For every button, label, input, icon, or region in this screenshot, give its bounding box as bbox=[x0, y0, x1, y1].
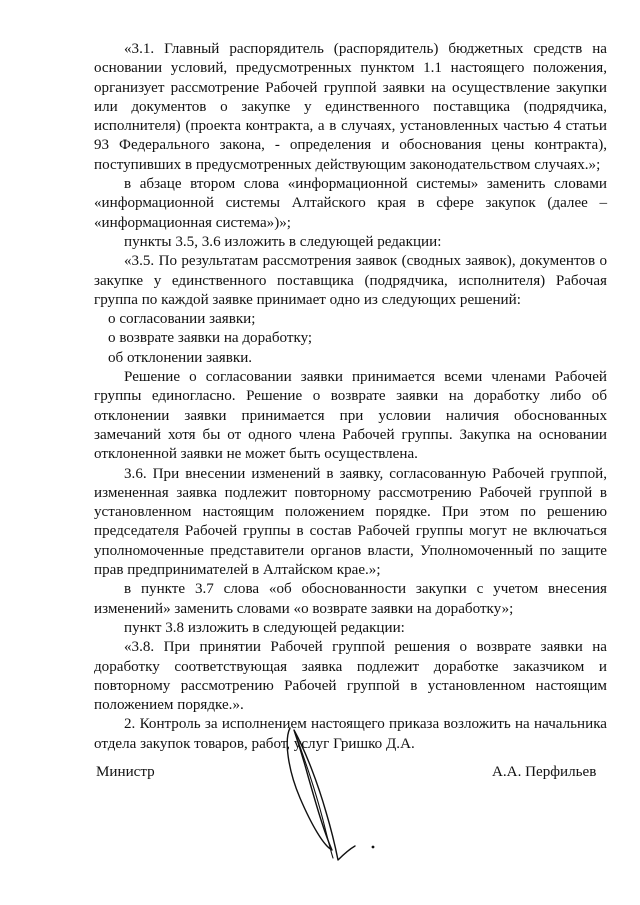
signer-position: Министр bbox=[96, 764, 155, 780]
paragraph-points-3-5-3-6: пункты 3.5, 3.6 изложить в следующей редакции: bbox=[124, 233, 442, 250]
paragraph-control: 2. Контроль за исполнением настоящего приказа возложить на начальника отдела закупок товаров, работ, услуг Гришко Д.А. bbox=[94, 716, 607, 752]
list-item-reject: об отклонении заявки. bbox=[108, 349, 253, 366]
paragraph-amend-abzac: в абзаце втором слова «информационной системы» заменить словами «информационной системы Алтайского края в сфере закупок (далее – «информационная система»)»; bbox=[94, 176, 607, 231]
document-body bbox=[94, 40, 607, 754]
list-item-approve: о согласовании заявки; bbox=[108, 311, 256, 328]
paragraph-3-5: «3.5. По результатам рассмотрения заявок (сводных заявок), документов о закупке у единственного поставщика (подрядчика, исполнителя) Рабочая группа по каждой заявке принимает одно из следующих решений: bbox=[94, 253, 607, 308]
paragraph-point-3-8: пункт 3.8 изложить в следующей редакции: bbox=[124, 619, 405, 636]
paragraph-3-8: «3.8. При принятии Рабочей группой решения о возврате заявки на доработку соответствующая заявка подлежит доработке заказчиком и повторному рассмотрению Рабочей группой в установленном настоящим положением порядке.». bbox=[94, 639, 607, 714]
paragraph-decision: Решение о согласовании заявки принимается всеми членами Рабочей группы единогласно. Решение о возврате заявки на доработку либо об отклонении заявки принимается при условии наличия обоснованных замечаний хотя бы от одного члена Рабочей группы. Закупка на основании отклоненной заявки не может быть осуществлена. bbox=[94, 369, 607, 463]
handwritten-signature bbox=[260, 700, 400, 880]
paragraph-3-6: 3.6. При внесении изменений в заявку, согласованную Рабочей группой, измененная заявка подлежит повторному рассмотрению Рабочей группой в установленном настоящим положением порядке. При этом по решению председателя Рабочей группы в состав Рабочей группы могут не включаться уполномоченные представители органов власти, Уполномоченный по защите прав предпринимателей в Алтайском крае.»; bbox=[94, 465, 607, 579]
paragraph-3-1: «3.1. Главный распорядитель (распорядитель) бюджетных средств на основании условий, предусмотренных пунктом 1.1 настоящего положения, организует рассмотрение Рабочей группой заявки на осуществление закупки или документов о закупке у единственного поставщика (подрядчика, исполнителя) (проекта контракта, а в случаях, установленных частью 4 статьи 93 Федерального закона, - определения и обоснования цены контракта), поступивших в предусмотренных действующим законодательством случаях.»; bbox=[94, 41, 607, 173]
signer-name: А.А. Перфильев bbox=[492, 764, 597, 780]
paragraph-3-7: в пункте 3.7 слова «об обоснованности закупки с учетом внесения изменений» заменить словами «о возврате заявки на доработку»; bbox=[94, 581, 607, 617]
list-item-return: о возврате заявки на доработку; bbox=[108, 330, 313, 347]
